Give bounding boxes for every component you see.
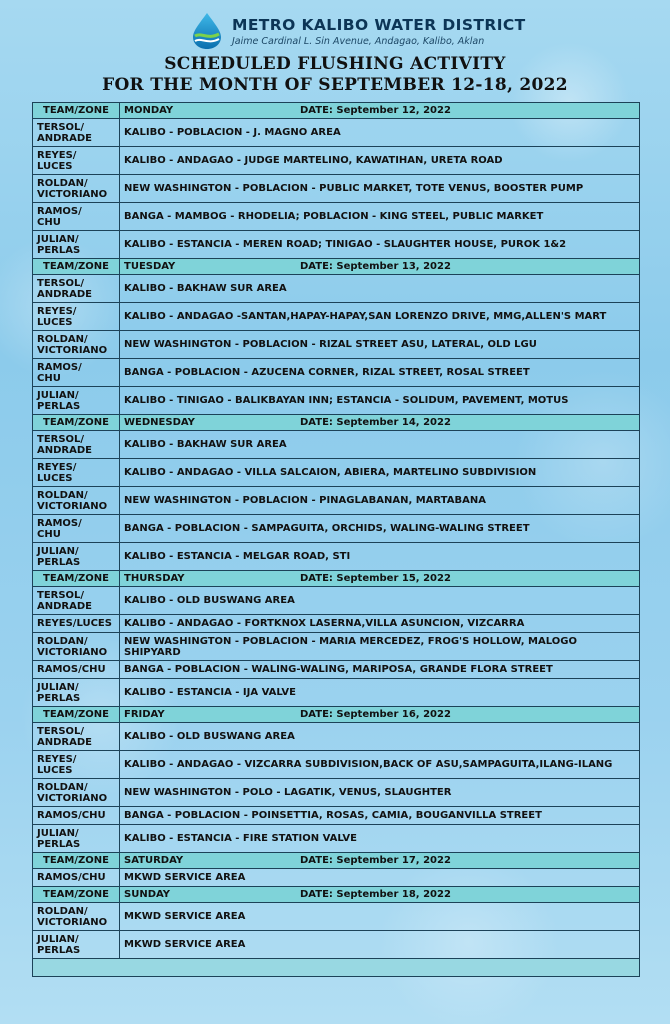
day-header-row: [33, 887, 640, 903]
day-name: THURSDAY: [124, 572, 185, 584]
day-date: DATE: September 16, 2022: [300, 708, 451, 720]
team-name-line: VICTORIANO: [37, 916, 108, 928]
area-cell: NEW WASHINGTON - POBLACION - PINAGLABANAN, MARTABANA: [120, 487, 640, 515]
team-cell: [33, 615, 120, 633]
day-header-row: [33, 259, 640, 275]
team-zone-header: TEAM/ZONE: [33, 571, 120, 587]
team-name-line: JULIAN/: [37, 681, 79, 693]
team-cell: [33, 779, 120, 807]
day-date: DATE: September 14, 2022: [300, 416, 451, 428]
team-name-line: TERSOL/: [37, 589, 85, 601]
table-row: [33, 587, 640, 615]
team-name-line: TERSOL/: [37, 121, 85, 133]
page-subtitle: FOR THE MONTH OF SEPTEMBER 12-18, 2022: [102, 75, 568, 95]
team-name-line: LUCES: [37, 764, 73, 776]
team-zone-header: TEAM/ZONE: [33, 415, 120, 431]
table-row: [33, 931, 640, 959]
blank-footer-cell: [33, 959, 640, 977]
team-zone-header: TEAM/ZONE: [33, 707, 120, 723]
area-cell: KALIBO - ANDAGAO - VIZCARRA SUBDIVISION,BACK OF ASU,SAMPAGUITA,ILANG-ILANG: [120, 751, 640, 779]
day-name: TUESDAY: [124, 260, 176, 272]
table-row: [33, 431, 640, 459]
area-cell: MKWD SERVICE AREA: [120, 931, 640, 959]
day-header-row: [33, 415, 640, 431]
team-cell: [33, 303, 120, 331]
table-row: [33, 515, 640, 543]
team-name-line: VICTORIANO: [37, 188, 108, 200]
area-cell: BANGA - POBLACION - AZUCENA CORNER, RIZAL STREET, ROSAL STREET: [120, 359, 640, 387]
team-name-line: LUCES: [37, 316, 73, 328]
organization-address: Jaime Cardinal L. Sin Avenue, Andagao, Kalibo, Aklan: [232, 36, 485, 47]
team-cell: [33, 751, 120, 779]
day-name: WEDNESDAY: [124, 416, 195, 428]
team-name-line: TERSOL/: [37, 433, 85, 445]
team-name-line: REYES/: [37, 461, 77, 473]
area-cell: NEW WASHINGTON - POBLACION - MARIA MERCEDEZ, FROG'S HOLLOW, MALOGO SHIPYARD: [120, 633, 640, 661]
team-name-line: JULIAN/: [37, 389, 79, 401]
table-row: [33, 303, 640, 331]
team-cell: [33, 633, 120, 661]
day-name: SATURDAY: [124, 854, 184, 866]
table-row: [33, 119, 640, 147]
team-name-line: ROLDAN/: [37, 333, 88, 345]
area-cell: BANGA - POBLACION - WALING-WALING, MARIPOSA, GRANDE FLORA STREET: [120, 661, 640, 679]
team-cell: [33, 275, 120, 303]
day-header-row: [33, 853, 640, 869]
team-name-line: JULIAN/: [37, 933, 79, 945]
team-name-line: PERLAS: [37, 400, 81, 412]
team-name-line: REYES/: [37, 753, 77, 765]
team-name-line: ANDRADE: [37, 600, 92, 612]
team-zone-header: TEAM/ZONE: [33, 259, 120, 275]
day-date: DATE: September 17, 2022: [300, 854, 451, 866]
team-name-line: CHU: [37, 216, 61, 228]
area-cell: KALIBO - BAKHAW SUR AREA: [120, 275, 640, 303]
team-name-line: RAMOS/CHU: [37, 664, 106, 675]
team-cell: [33, 869, 120, 887]
table-row: [33, 661, 640, 679]
team-cell: [33, 487, 120, 515]
table-row: [33, 869, 640, 887]
day-name: SUNDAY: [124, 888, 171, 900]
team-name-line: TERSOL/: [37, 277, 85, 289]
table-row: [33, 231, 640, 259]
team-cell: [33, 459, 120, 487]
day-date-header: [120, 103, 640, 119]
day-date: DATE: September 12, 2022: [300, 104, 451, 116]
area-cell: KALIBO - ESTANCIA - IJA VALVE: [120, 679, 640, 707]
area-cell: MKWD SERVICE AREA: [120, 869, 640, 887]
team-name-line: VICTORIANO: [37, 646, 108, 658]
area-cell: NEW WASHINGTON - POBLACION - RIZAL STREET ASU, LATERAL, OLD LGU: [120, 331, 640, 359]
team-name-line: ROLDAN/: [37, 489, 88, 501]
team-name-line: PERLAS: [37, 838, 81, 850]
area-cell: KALIBO - OLD BUSWANG AREA: [120, 587, 640, 615]
table-row: [33, 487, 640, 515]
area-cell: NEW WASHINGTON - POBLACION - PUBLIC MARKET, TOTE VENUS, BOOSTER PUMP: [120, 175, 640, 203]
day-date: DATE: September 13, 2022: [300, 260, 451, 272]
team-zone-header: TEAM/ZONE: [33, 103, 120, 119]
team-cell: [33, 331, 120, 359]
team-name-line: REYES/: [37, 305, 77, 317]
day-name: MONDAY: [124, 104, 174, 116]
team-name-line: ROLDAN/: [37, 781, 88, 793]
area-cell: KALIBO - BAKHAW SUR AREA: [120, 431, 640, 459]
day-date-header: [120, 571, 640, 587]
team-name-line: RAMOS/CHU: [37, 810, 106, 821]
blank-footer-row: [33, 959, 640, 977]
team-name-line: LUCES: [37, 160, 73, 172]
team-cell: [33, 723, 120, 751]
day-date-header: [120, 887, 640, 903]
team-cell: [33, 175, 120, 203]
table-row: [33, 751, 640, 779]
day-date: DATE: September 15, 2022: [300, 572, 451, 584]
team-name-line: PERLAS: [37, 244, 81, 256]
table-row: [33, 359, 640, 387]
day-name: FRIDAY: [124, 708, 165, 720]
page-title: SCHEDULED FLUSHING ACTIVITY: [164, 54, 506, 74]
team-name-line: RAMOS/: [37, 205, 82, 217]
team-name-line: ANDRADE: [37, 132, 92, 144]
schedule-body: [33, 103, 640, 977]
team-cell: [33, 515, 120, 543]
area-cell: BANGA - MAMBOG - RHODELIA; POBLACION - KING STEEL, PUBLIC MARKET: [120, 203, 640, 231]
area-cell: KALIBO - ESTANCIA - MELGAR ROAD, STI: [120, 543, 640, 571]
team-cell: [33, 387, 120, 415]
area-cell: KALIBO - ESTANCIA - MEREN ROAD; TINIGAO - SLAUGHTER HOUSE, PUROK 1&2: [120, 231, 640, 259]
team-name-line: VICTORIANO: [37, 500, 108, 512]
team-name-line: JULIAN/: [37, 233, 79, 245]
table-row: [33, 903, 640, 931]
document-header: [0, 10, 670, 50]
table-row: [33, 459, 640, 487]
team-zone-header: TEAM/ZONE: [33, 887, 120, 903]
table-row: [33, 825, 640, 853]
water-drop-logo-icon: [190, 12, 224, 50]
area-cell: NEW WASHINGTON - POLO - LAGATIK, VENUS, SLAUGHTER: [120, 779, 640, 807]
team-name-line: ANDRADE: [37, 288, 92, 300]
team-cell: [33, 587, 120, 615]
area-cell: MKWD SERVICE AREA: [120, 903, 640, 931]
team-name-line: RAMOS/: [37, 517, 82, 529]
team-cell: [33, 543, 120, 571]
table-row: [33, 543, 640, 571]
area-cell: KALIBO - POBLACION - J. MAGNO AREA: [120, 119, 640, 147]
team-name-line: TERSOL/: [37, 725, 85, 737]
team-name-line: ROLDAN/: [37, 177, 88, 189]
area-cell: BANGA - POBLACION - POINSETTIA, ROSAS, CAMIA, BOUGANVILLA STREET: [120, 807, 640, 825]
team-cell: [33, 661, 120, 679]
team-name-line: CHU: [37, 528, 61, 540]
table-row: [33, 175, 640, 203]
organization-name: METRO KALIBO WATER DISTRICT: [232, 16, 526, 34]
team-zone-header: TEAM/ZONE: [33, 853, 120, 869]
table-row: [33, 779, 640, 807]
day-date: DATE: September 18, 2022: [300, 888, 451, 900]
team-name-line: VICTORIANO: [37, 792, 108, 804]
team-name-line: LUCES: [37, 472, 73, 484]
team-cell: [33, 679, 120, 707]
area-cell: KALIBO - ANDAGAO -SANTAN,HAPAY-HAPAY,SAN LORENZO DRIVE, MMG,ALLEN'S MART: [120, 303, 640, 331]
table-row: [33, 615, 640, 633]
team-cell: [33, 931, 120, 959]
team-cell: [33, 203, 120, 231]
day-date-header: [120, 707, 640, 723]
area-cell: KALIBO - OLD BUSWANG AREA: [120, 723, 640, 751]
day-header-row: [33, 103, 640, 119]
day-header-row: [33, 707, 640, 723]
table-row: [33, 633, 640, 661]
team-name-line: ROLDAN/: [37, 635, 88, 647]
table-row: [33, 275, 640, 303]
area-cell: KALIBO - ESTANCIA - FIRE STATION VALVE: [120, 825, 640, 853]
team-name-line: RAMOS/: [37, 361, 82, 373]
team-cell: [33, 903, 120, 931]
team-name-line: REYES/LUCES: [37, 618, 112, 629]
team-name-line: ROLDAN/: [37, 905, 88, 917]
day-date-header: [120, 853, 640, 869]
team-name-line: PERLAS: [37, 692, 81, 704]
table-row: [33, 807, 640, 825]
team-name-line: VICTORIANO: [37, 344, 108, 356]
table-row: [33, 679, 640, 707]
day-date-header: [120, 415, 640, 431]
day-header-row: [33, 571, 640, 587]
team-name-line: ANDRADE: [37, 444, 92, 456]
team-cell: [33, 807, 120, 825]
team-cell: [33, 147, 120, 175]
area-cell: KALIBO - ANDAGAO - FORTKNOX LASERNA,VILLA ASUNCION, VIZCARRA: [120, 615, 640, 633]
table-row: [33, 203, 640, 231]
team-cell: [33, 231, 120, 259]
area-cell: BANGA - POBLACION - SAMPAGUITA, ORCHIDS, WALING-WALING STREET: [120, 515, 640, 543]
team-cell: [33, 119, 120, 147]
team-name-line: PERLAS: [37, 944, 81, 956]
area-cell: KALIBO - ANDAGAO - VILLA SALCAION, ABIERA, MARTELINO SUBDIVISION: [120, 459, 640, 487]
table-row: [33, 387, 640, 415]
area-cell: KALIBO - TINIGAO - BALIKBAYAN INN; ESTANCIA - SOLIDUM, PAVEMENT, MOTUS: [120, 387, 640, 415]
team-name-line: CHU: [37, 372, 61, 384]
day-date-header: [120, 259, 640, 275]
table-row: [33, 147, 640, 175]
team-name-line: PERLAS: [37, 556, 81, 568]
team-cell: [33, 359, 120, 387]
team-cell: [33, 431, 120, 459]
team-cell: [33, 825, 120, 853]
table-row: [33, 723, 640, 751]
team-name-line: JULIAN/: [37, 827, 79, 839]
team-name-line: REYES/: [37, 149, 77, 161]
flushing-schedule-table: [32, 102, 640, 977]
table-row: [33, 331, 640, 359]
team-name-line: JULIAN/: [37, 545, 79, 557]
team-name-line: RAMOS/CHU: [37, 872, 106, 883]
team-name-line: ANDRADE: [37, 736, 92, 748]
area-cell: KALIBO - ANDAGAO - JUDGE MARTELINO, KAWATIHAN, URETA ROAD: [120, 147, 640, 175]
